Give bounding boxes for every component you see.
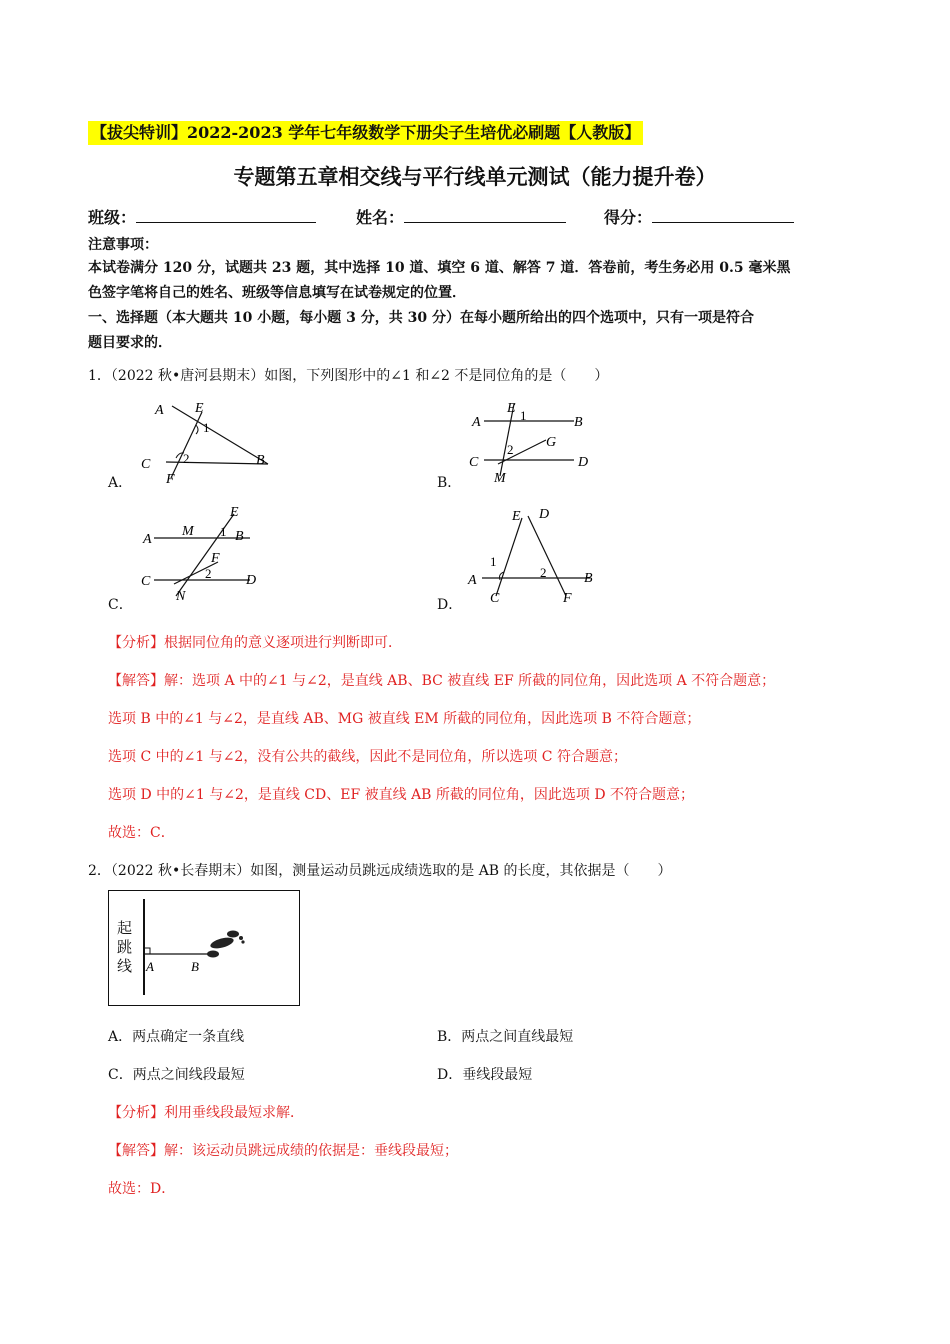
class-blank[interactable] [136, 208, 316, 223]
svg-text:2: 2 [183, 451, 190, 466]
svg-text:A: A [155, 403, 164, 418]
svg-text:A: A [143, 532, 152, 547]
q1-option-a[interactable]: A． [108, 475, 133, 491]
svg-text:1: 1 [220, 524, 227, 539]
q2-option-a[interactable]: A．两点确定一条直线 [108, 1029, 245, 1045]
svg-text:N: N [176, 589, 186, 604]
svg-text:1: 1 [520, 408, 527, 423]
q1-answer-line1 [108, 670, 775, 690]
svg-text:B: B [574, 415, 583, 430]
class-label: 班级： [88, 208, 137, 227]
svg-text:B: B [584, 571, 593, 586]
q2-option-d[interactable]: D．垂线段最短 [437, 1067, 533, 1083]
takeoff-line-label: 起跳线 [117, 919, 133, 975]
page-title: 专题第五章相交线与平行线单元测试（能力提升卷） [233, 164, 717, 189]
notes-heading: 注意事项： [88, 237, 158, 253]
svg-text:C: C [141, 457, 151, 472]
section1-line2: 题目要求的． [88, 335, 172, 351]
svg-text:A: A [146, 959, 154, 974]
q2-analysis-text: 利用垂线段最短求解． [164, 1105, 304, 1121]
name-field [356, 205, 566, 228]
svg-text:E: E [195, 401, 204, 416]
q1-analysis-label: 【分析】 [108, 635, 164, 651]
svg-text:B: B [191, 959, 199, 974]
q2-option-c[interactable]: C．两点之间线段最短 [108, 1067, 245, 1083]
svg-text:A: A [468, 573, 477, 588]
q2-figure [108, 890, 300, 1006]
q1-option-b[interactable]: B． [437, 475, 462, 491]
q2-option-b[interactable]: B．两点之间直线最短 [437, 1029, 574, 1045]
notes-line2: 色签字笔将自己的姓名、班级等信息填写在试卷规定的位置． [88, 285, 466, 301]
svg-text:B: B [256, 453, 265, 468]
q1-option-c[interactable]: C． [108, 597, 133, 613]
q2-diagram [109, 891, 299, 1005]
q1-choice: 故选：C． [108, 825, 175, 841]
q1-answer-line2: 选项 B 中的∠1 与∠2，是直线 AB、MG 被直线 EM 所截的同位角，因此选项 B 不符合题意； [108, 711, 701, 727]
svg-text:2: 2 [540, 565, 547, 580]
section1-line1: 一、选择题（本大题共 10 小题，每小题 3 分，共 30 分）在每小题所给出的四个选项中，只有一项是符合 [88, 310, 754, 326]
svg-text:G: G [546, 435, 557, 450]
notes-line1: 本试卷满分 120 分，试题共 23 题，其中选择 10 道、填空 6 道、解答 7 道．答卷前，考生务必用 0.5 毫米黑 [88, 260, 791, 276]
svg-text:2: 2 [507, 442, 514, 457]
svg-text:D: D [246, 573, 257, 588]
name-label: 姓名： [356, 208, 405, 227]
svg-text:1: 1 [203, 420, 210, 435]
q2-choice: 故选：D． [108, 1181, 176, 1197]
svg-text:D: D [578, 455, 589, 470]
svg-text:B: B [235, 529, 244, 544]
score-field [604, 205, 794, 228]
svg-text:C: C [490, 591, 500, 605]
name-blank[interactable] [404, 208, 566, 223]
q2-answer-text: 解：该运动员跳远成绩的依据是：垂线段最短； [164, 1143, 458, 1159]
svg-text:E: E [230, 505, 239, 520]
header-banner: 【拔尖特训】2022-2023 学年七年级数学下册尖子生培优必刷题【人教版】 [88, 121, 643, 145]
svg-text:1: 1 [490, 554, 497, 569]
svg-text:M: M [494, 471, 506, 486]
svg-text:D: D [539, 507, 550, 522]
q1-answer-text1: 解：选项 A 中的∠1 与∠2，是直线 AB、BC 被直线 EF 所截的同位角，因此选项 A 不符合题意； [164, 673, 776, 689]
footprint-1 [209, 936, 235, 951]
svg-text:C: C [469, 455, 479, 470]
q2-analysis-label: 【分析】 [108, 1105, 164, 1121]
q1-answer-line4: 选项 D 中的∠1 与∠2，是直线 CD、EF 被直线 AB 所截的同位角，因此选项 D 不符合题意； [108, 787, 695, 803]
q1-figure-a [138, 396, 278, 488]
q2-answer-label: 【解答】 [108, 1143, 164, 1159]
q1-answer-label: 【解答】 [108, 673, 164, 689]
q1-analysis [108, 632, 402, 652]
q2-analysis [108, 1102, 304, 1122]
score-label: 得分： [604, 208, 653, 227]
class-field [88, 205, 316, 228]
svg-text:E: E [507, 401, 516, 416]
q1-option-d[interactable]: D． [437, 597, 463, 613]
footprint-2 [227, 931, 239, 938]
q1-analysis-text: 根据同位角的意义逐项进行判断即可． [164, 635, 402, 651]
q1-stem: 1．（2022 秋•唐河县期末）如图，下列图形中的∠1 和∠2 不是同位角的是（ ） [88, 368, 609, 384]
q2-answer [108, 1140, 458, 1160]
q1-figure-c [138, 500, 278, 605]
svg-text:2: 2 [205, 566, 212, 581]
score-blank[interactable] [652, 208, 794, 223]
svg-text:E: E [512, 509, 521, 524]
svg-text:F: F [211, 551, 220, 566]
svg-text:C: C [141, 574, 151, 589]
svg-text:A: A [472, 415, 481, 430]
svg-text:M: M [182, 524, 194, 539]
q1-figure-b [466, 396, 596, 488]
q2-stem: 2．（2022 秋•长春期末）如图，测量运动员跳远成绩选取的是 AB 的长度，其依据是（ ） [88, 863, 672, 879]
q1-figure-d [466, 500, 606, 605]
q1-answer-line3: 选项 C 中的∠1 与∠2，没有公共的截线，因此不是同位角，所以选项 C 符合题意； [108, 749, 627, 765]
svg-text:F: F [563, 591, 572, 605]
svg-text:F: F [166, 472, 175, 487]
footprint-3 [207, 951, 219, 958]
